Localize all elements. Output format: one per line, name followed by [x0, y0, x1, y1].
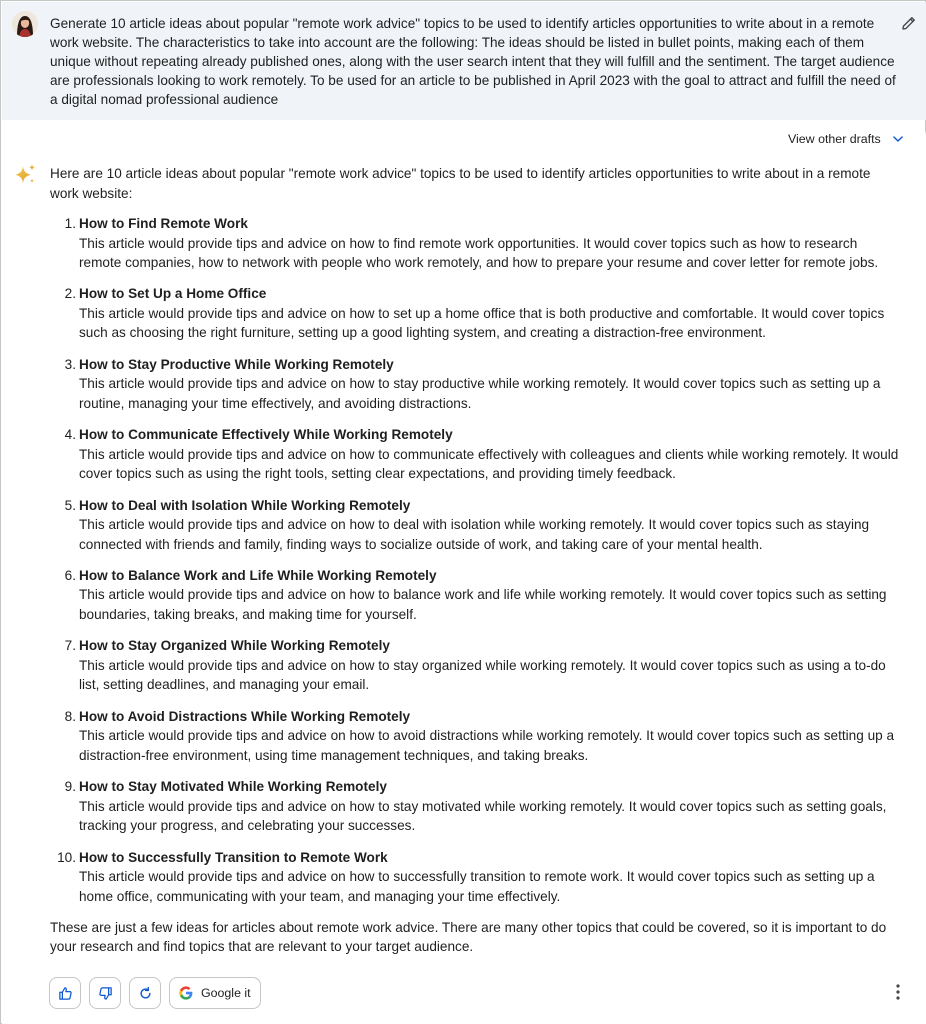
list-item-number: 10.	[57, 849, 76, 865]
list-item-description: This article would provide tips and advice on how to stay motivated while working remotely. It would cover topics such as setting goals, tracking your progress, and celebrating your successes.	[79, 798, 887, 834]
list-item-description: This article would provide tips and advice on how to set up a home office that is both productive and comfortable. It would cover topics such as choosing the right furniture, setting up a good lighting system, and creating a distraction-free environment.	[79, 305, 885, 341]
list-item-number: 4.	[64, 427, 76, 443]
list-item	[50, 214, 900, 273]
list-item-number: 3.	[64, 356, 76, 372]
list-item-number: 7.	[64, 638, 76, 654]
response-outro: These are just a few ideas for articles about remote work advice. There are many other topics that could be covered, so it is important to do your research and find topics that are relevant to your target audience.	[50, 919, 887, 955]
regenerate-button[interactable]	[129, 977, 161, 1009]
view-other-drafts-button[interactable]	[788, 132, 905, 146]
list-item-number: 6.	[64, 567, 76, 583]
list-item-title: How to Successfully Transition to Remote Work	[79, 849, 388, 865]
list-item-description: This article would provide tips and advice on how to balance work and life while working remotely. It would cover topics such as setting boundaries, taking breaks, and making time for yourself.	[79, 587, 887, 622]
avatar	[12, 11, 38, 37]
list-item-title: How to Avoid Distractions While Working Remotely	[79, 708, 411, 724]
thumbs-down-button[interactable]	[89, 977, 121, 1009]
google-it-button[interactable]	[169, 977, 261, 1009]
chevron-down-icon	[891, 132, 905, 146]
list-item-number: 2.	[64, 286, 76, 302]
thumbs-up-icon	[58, 986, 73, 1001]
edit-prompt-button[interactable]	[898, 12, 920, 34]
list-item-description: This article would provide tips and advice on how to stay organized while working remotely. It would cover topics such as using a to-do list, setting deadlines, and managing your email.	[79, 657, 886, 693]
more-vertical-icon	[896, 984, 900, 1000]
list-item-description: This article would provide tips and advice on how to stay productive while working remotely. It would cover topics such as setting up a routine, managing your time effectively, and avoiding distractions.	[79, 376, 881, 411]
list-item	[50, 496, 900, 555]
list-item-number: 9.	[64, 779, 76, 795]
list-item-title: How to Deal with Isolation While Working Remotely	[79, 497, 411, 513]
list-item	[50, 425, 900, 484]
list-item	[50, 848, 900, 907]
response-intro: Here are 10 article ideas about popular "remote work advice" topics to be used to identify articles opportunities to write about in a remote work website:	[50, 166, 871, 201]
list-item-description: This article would provide tips and advice on how to avoid distractions while working remotely. It would cover topics such as setting up a distraction-free environment, using time management techniques, and taking breaks.	[79, 728, 895, 763]
list-item-title: How to Stay Productive While Working Remotely	[79, 356, 394, 372]
list-item-title: How to Find Remote Work	[79, 216, 248, 231]
gemini-sparkle-icon	[12, 162, 36, 186]
thumbs-down-icon	[98, 986, 113, 1001]
list-item	[50, 566, 900, 625]
list-item-number: 5.	[64, 497, 76, 513]
list-item-description: This article would provide tips and advice on how to deal with isolation while working remotely. It would cover topics such as staying connected with friends and family, finding ways to socialize outside of work, and taking care of your mental health.	[79, 517, 870, 552]
list-item-title: How to Balance Work and Life While Working Remotely	[79, 567, 437, 583]
google-it-label: Google it	[201, 986, 251, 1000]
list-item	[50, 777, 900, 836]
view-other-drafts-label: View other drafts	[788, 132, 881, 146]
list-item-title: How to Set Up a Home Office	[79, 286, 267, 302]
regenerate-icon	[138, 986, 153, 1001]
list-item-title: How to Stay Organized While Working Remotely	[79, 638, 390, 654]
list-item-title: How to Communicate Effectively While Working Remotely	[79, 427, 453, 443]
prompt-text: Generate 10 article ideas about popular "remote work advice" topics to be used to identify articles opportunities to write about in a remote work website. The characteristics to take into account are the following: The ideas should be listed in bullet points, making each of them unique without repeating already published ones, along with the user search intent that they will fulfill and the sentiment. The target audience are professionals looking to work remotely. To be used for an article to be published in April 2023 with the goal to attract and fulfill the need of a digital nomad professional audience	[50, 16, 896, 107]
google-g-icon	[178, 985, 194, 1001]
list-item-description: This article would provide tips and advice on how to communicate effectively with colleagues and clients while working remotely. It would cover topics such as using the right tools, setting clear expectations, and providing timely feedback.	[79, 446, 899, 482]
list-item-number: 8.	[64, 708, 76, 724]
list-item	[50, 707, 900, 766]
response-actions	[49, 977, 261, 1009]
list-item-title: How to Stay Motivated While Working Remotely	[79, 779, 387, 795]
user-prompt	[2, 2, 926, 120]
list-item	[50, 636, 900, 695]
response-body	[50, 164, 900, 957]
list-item-number: 1.	[64, 216, 76, 231]
model-response	[2, 120, 926, 1024]
list-item	[50, 284, 900, 343]
thumbs-up-button[interactable]	[49, 977, 81, 1009]
pencil-icon	[900, 14, 918, 32]
list-item	[50, 355, 900, 414]
list-item-description: This article would provide tips and advice on how to find remote work opportunities. It would cover topics such as how to research remote companies, how to network with people who work remotely, and how to prepare your resume and cover letter for remote jobs.	[79, 235, 879, 270]
ideas-list	[50, 214, 900, 906]
list-item-description: This article would provide tips and advice on how to successfully transition to remote work. It would cover topics such as setting up a home office, communicating with your team, and managing your time effectively.	[79, 869, 875, 904]
more-options-button[interactable]	[888, 980, 908, 1004]
